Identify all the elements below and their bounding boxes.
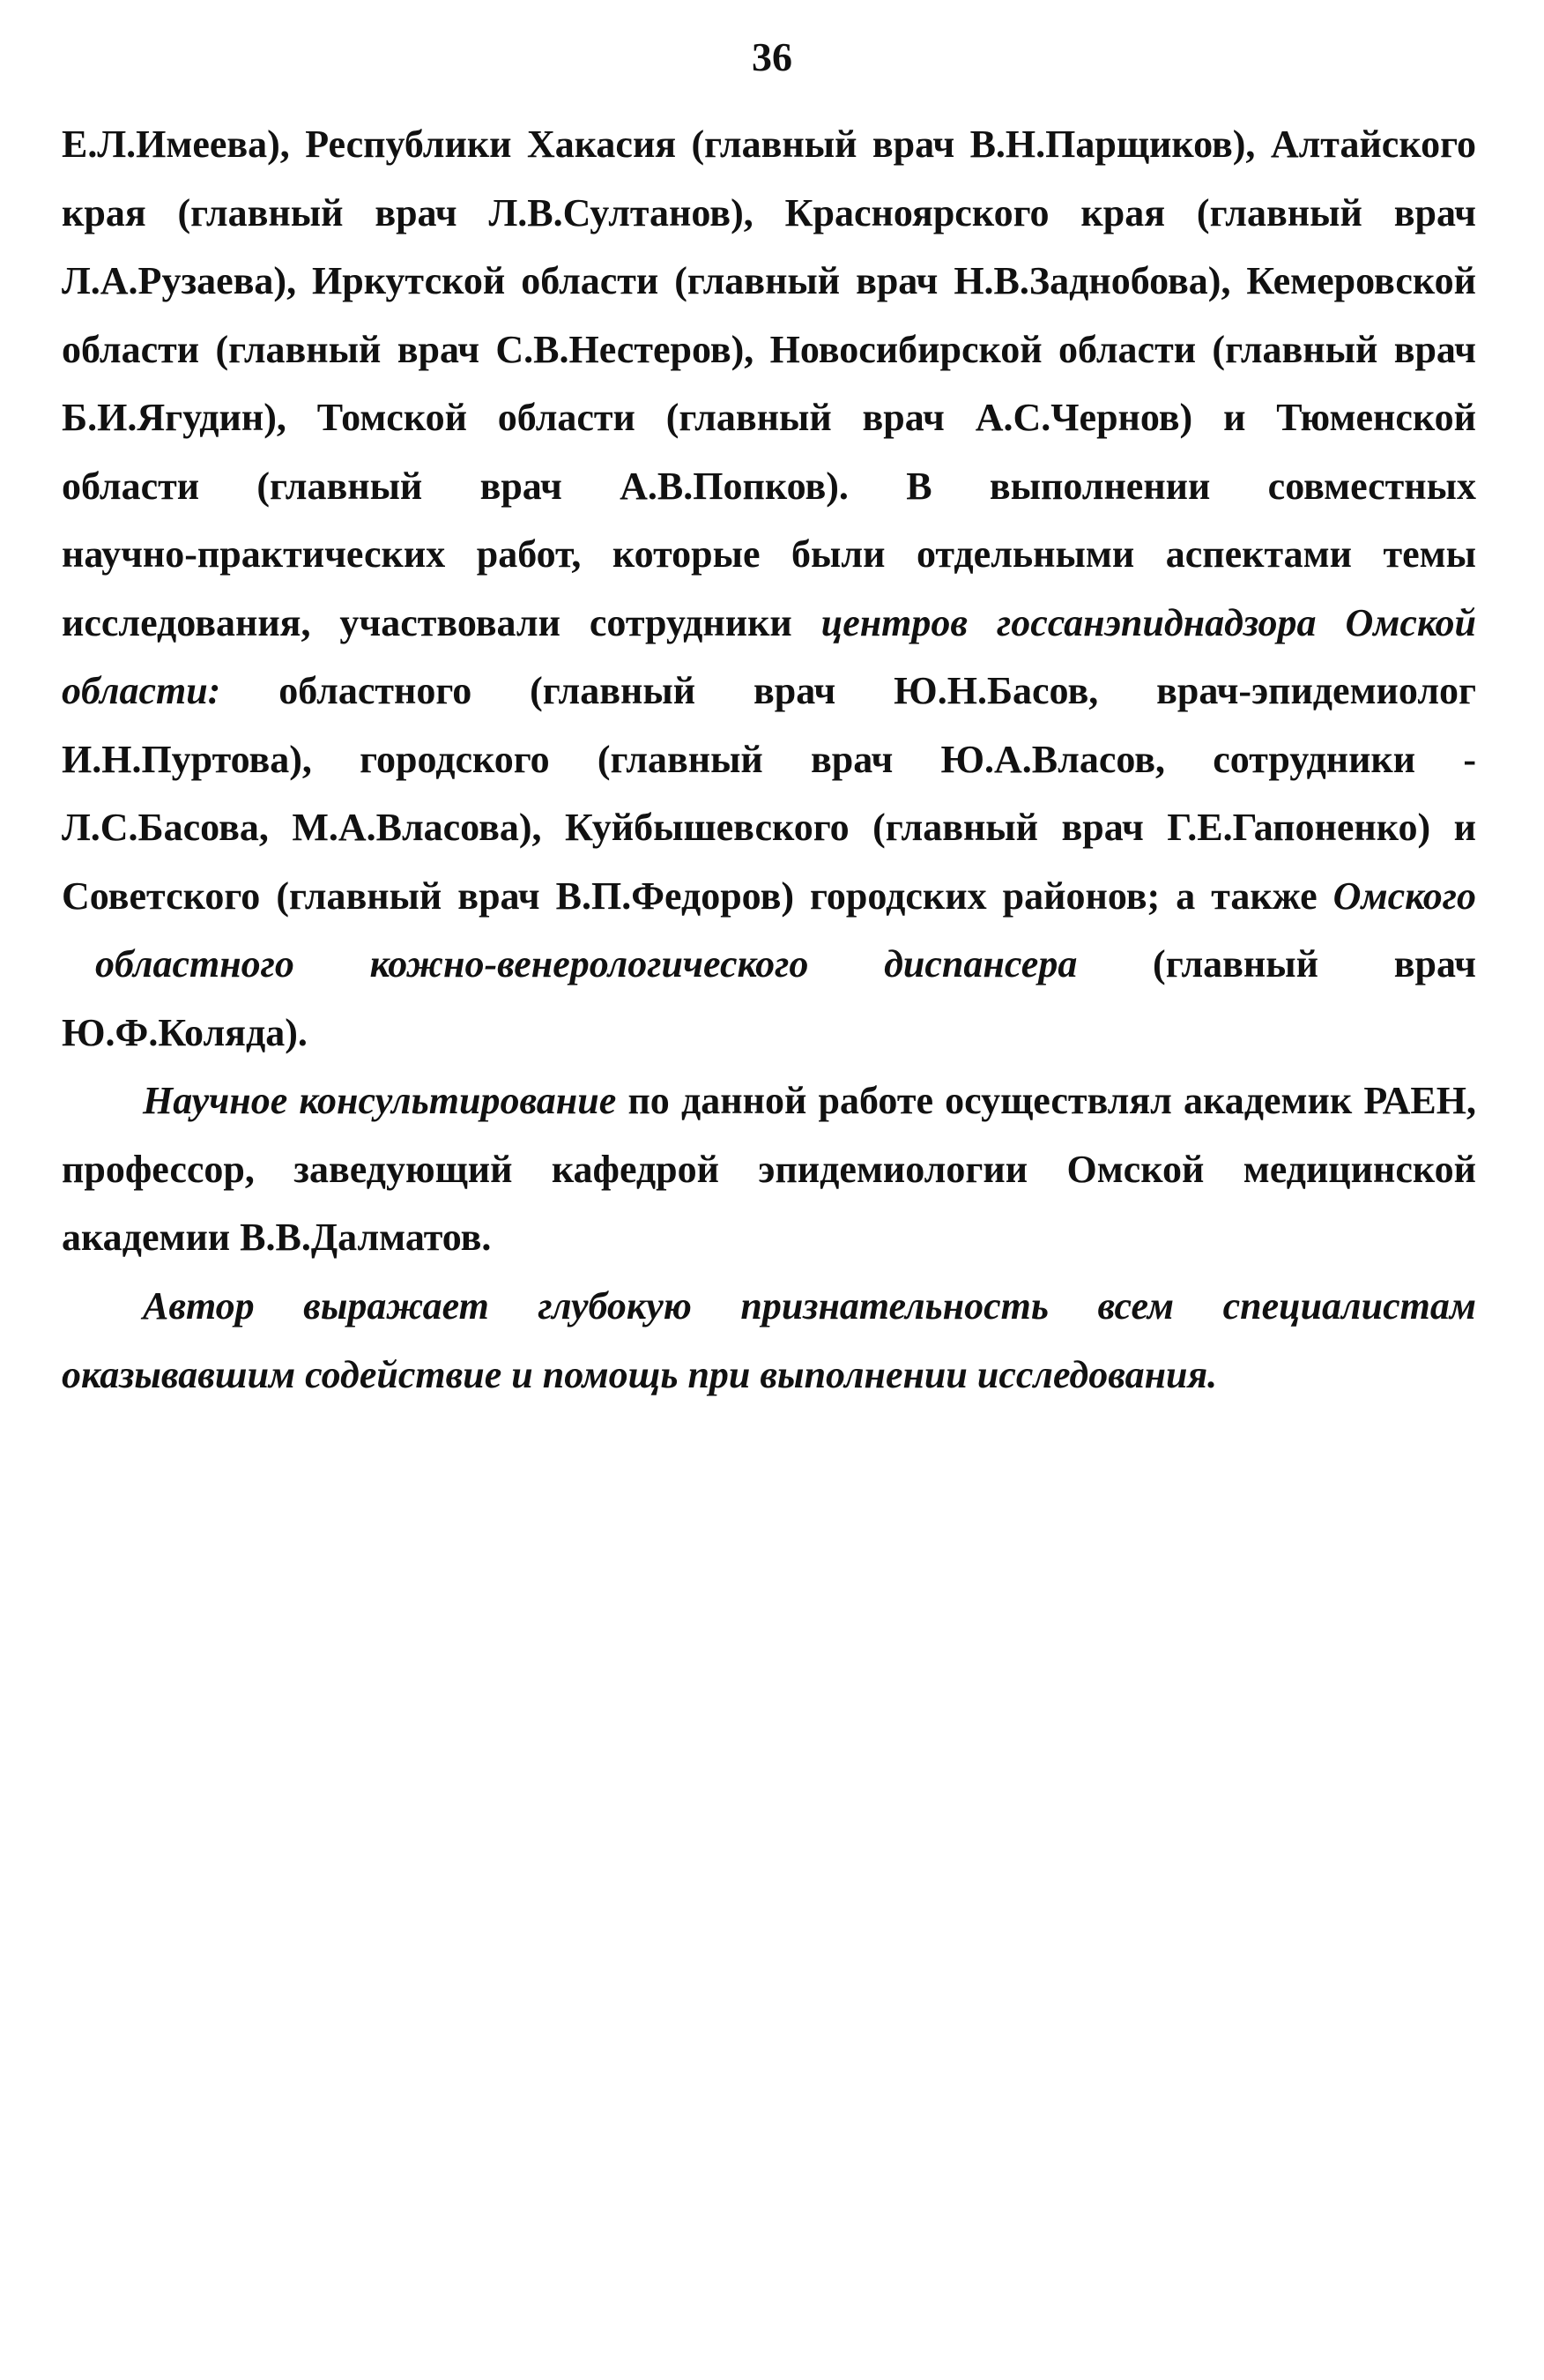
paragraph-acknowledgments-institutions	[62, 110, 1476, 1067]
text-line	[62, 862, 1476, 931]
italic-text-run: Омского	[1332, 874, 1476, 918]
italic-text-run: области:	[62, 669, 221, 712]
text-line: Б.И.Ягудин), Томской области (главный врач А.С.Чернов) и Тюменской	[62, 396, 1476, 439]
text-line: оказывавшим содействие и помощь при выполнении исследования.	[62, 1352, 1218, 1396]
text-line: области (главный врач С.В.Нестеров), Новосибирской области (главный врач	[62, 327, 1476, 371]
text-line: Л.А.Рузаева), Иркутской области (главный врач Н.В.Заднобова), Кемеровской	[62, 259, 1476, 302]
text-run: исследования, участвовали сотрудники	[62, 600, 821, 644]
text-line: Е.Л.Имеева), Республики Хакасия (главный врач В.Н.Парщиков), Алтайского	[62, 123, 1476, 166]
italic-text-run: областного кожно-венерологического диспансера	[95, 942, 1078, 985]
italic-text-run: Научное консультирование	[143, 1079, 617, 1122]
text-run: областного (главный врач Ю.Н.Басов, врач-эпидемиолог	[220, 669, 1476, 712]
text-line: Л.С.Басова, М.А.Власова), Куйбышевского (главный врач Г.Е.Гапоненко) и	[62, 806, 1476, 849]
text-line: Ю.Ф.Коляда).	[62, 1010, 308, 1054]
text-line	[62, 1067, 1476, 1135]
text-line: академии В.В.Далматов.	[62, 1216, 492, 1259]
text-line: области (главный врач А.В.Попков). В выполнении совместных	[62, 464, 1476, 508]
text-line	[62, 589, 1476, 658]
text-run: Советского (главный врач В.П.Федоров) городских районов; а также	[62, 874, 1333, 918]
text-run: (главный врач	[1077, 942, 1476, 985]
text-run: по данной работе осуществлял академик РАЕН,	[616, 1079, 1476, 1122]
page-number: 36	[752, 34, 792, 79]
text-line	[62, 930, 1476, 999]
italic-text-run: центров госсанэпиднадзора Омской	[820, 600, 1476, 644]
text-line: края (главный врач Л.В.Султанов), Красноярского края (главный врач	[62, 190, 1476, 234]
text-line: научно-практических работ, которые были отдельными аспектами темы	[62, 532, 1476, 576]
text-line: И.Н.Пуртова), городского (главный врач Ю.А.Власов, сотрудники -	[62, 737, 1476, 781]
paragraph-author-gratitude	[62, 1272, 1476, 1409]
text-line	[62, 657, 1476, 725]
text-line: Автор выражает глубокую признательность всем специалистам	[143, 1284, 1476, 1328]
paragraph-scientific-consulting	[62, 1067, 1476, 1272]
text-line: профессор, заведующий кафедрой эпидемиологии Омской медицинской	[62, 1147, 1476, 1191]
